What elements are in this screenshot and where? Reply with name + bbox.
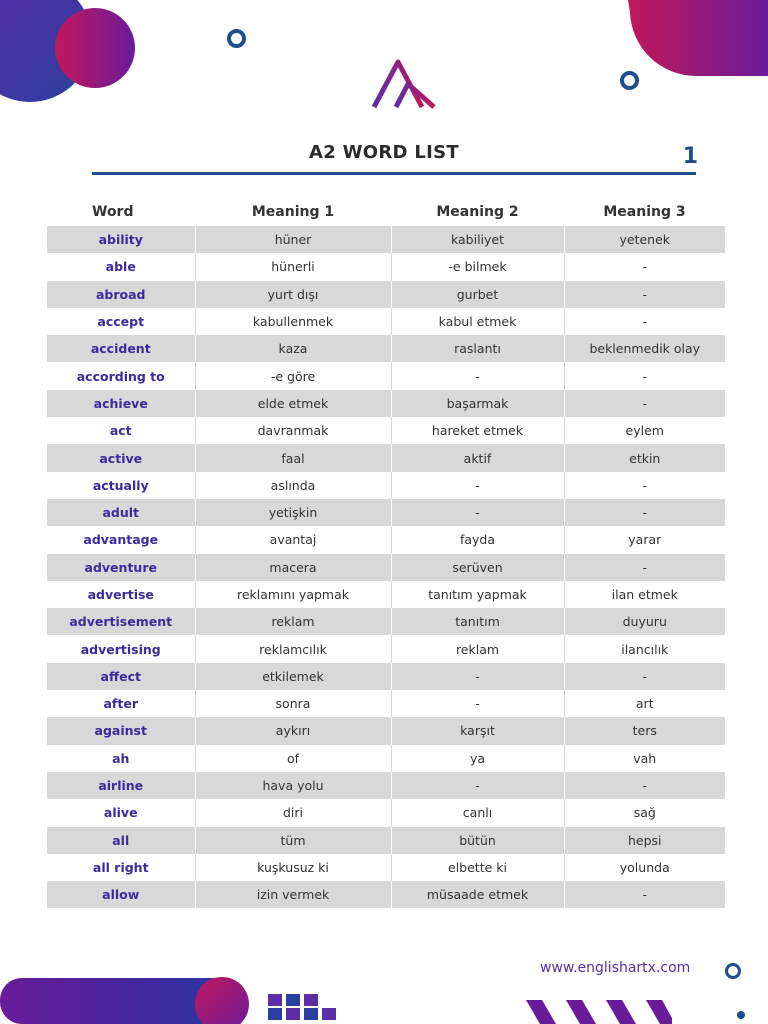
column-header-meaning-3: Meaning 3 bbox=[603, 204, 686, 220]
table-row bbox=[47, 444, 725, 471]
meaning-2-cell: - bbox=[391, 772, 564, 799]
meaning-1-cell: hüner bbox=[195, 226, 391, 253]
meaning-3-cell: hepsi bbox=[564, 827, 725, 854]
meaning-3-cell: - bbox=[564, 362, 725, 389]
meaning-2-cell: canlı bbox=[391, 799, 564, 826]
meaning-1-cell: reklam bbox=[195, 608, 391, 635]
table-row bbox=[47, 772, 725, 799]
word-cell: accept bbox=[97, 314, 145, 330]
word-cell: advantage bbox=[83, 532, 159, 548]
title-divider bbox=[92, 172, 696, 175]
meaning-2-cell: elbette ki bbox=[391, 854, 564, 881]
word-cell: according to bbox=[76, 368, 165, 384]
meaning-3-cell: eylem bbox=[564, 417, 725, 444]
meaning-2-cell: raslantı bbox=[391, 335, 564, 362]
meaning-2-cell: fayda bbox=[391, 526, 564, 553]
meaning-3-cell: - bbox=[564, 472, 725, 499]
meaning-1-cell: aykırı bbox=[195, 717, 391, 744]
meaning-3-cell: ilancılık bbox=[564, 635, 725, 662]
table-row bbox=[47, 881, 725, 908]
meaning-2-cell: tanıtım bbox=[391, 608, 564, 635]
page-number: 1 bbox=[682, 144, 698, 169]
word-table bbox=[47, 198, 725, 908]
word-cell: advertising bbox=[80, 641, 161, 657]
website-url: www.englishartx.com bbox=[540, 960, 691, 976]
meaning-3-cell: sağ bbox=[564, 799, 725, 826]
meaning-1-cell: etkilemek bbox=[195, 663, 391, 690]
gradient-corner-top-left bbox=[0, 0, 150, 110]
table-row bbox=[47, 335, 725, 362]
meaning-2-cell: - bbox=[391, 663, 564, 690]
table-row bbox=[47, 554, 725, 581]
meaning-3-cell: - bbox=[564, 772, 725, 799]
meaning-3-cell: beklenmedik olay bbox=[564, 335, 725, 362]
word-cell: all right bbox=[92, 859, 149, 875]
word-cell: abroad bbox=[47, 281, 195, 308]
meaning-2-cell: - bbox=[391, 472, 564, 499]
meaning-2-cell: karşıt bbox=[391, 717, 564, 744]
meaning-3-cell: yetenek bbox=[564, 226, 725, 253]
meaning-3-cell: - bbox=[564, 499, 725, 526]
word-cell: airline bbox=[47, 772, 195, 799]
word-cell: ah bbox=[112, 750, 130, 766]
meaning-1-cell: of bbox=[195, 745, 391, 772]
table-row bbox=[47, 499, 725, 526]
meaning-3-cell: - bbox=[564, 663, 725, 690]
meaning-3-cell: etkin bbox=[564, 444, 725, 471]
meaning-1-cell: hava yolu bbox=[195, 772, 391, 799]
meaning-3-cell: yolunda bbox=[564, 854, 725, 881]
meaning-1-cell: yurt dışı bbox=[195, 281, 391, 308]
meaning-2-cell: müsaade etmek bbox=[391, 881, 564, 908]
meaning-2-cell: - bbox=[391, 499, 564, 526]
meaning-2-cell: reklam bbox=[391, 635, 564, 662]
word-cell: adult bbox=[47, 499, 195, 526]
stripe-pattern bbox=[522, 1000, 672, 1024]
meaning-2-cell: aktif bbox=[391, 444, 564, 471]
meaning-1-cell: hünerli bbox=[195, 253, 391, 280]
meaning-3-cell: - bbox=[564, 554, 725, 581]
word-cell: allow bbox=[47, 881, 195, 908]
meaning-1-cell: kabullenmek bbox=[195, 308, 391, 335]
meaning-3-cell: - bbox=[564, 308, 725, 335]
table-row bbox=[47, 717, 725, 744]
table-row bbox=[47, 390, 725, 417]
gradient-corner-bottom-left bbox=[0, 976, 252, 1024]
meaning-2-cell: - bbox=[391, 690, 564, 717]
table-row bbox=[47, 635, 725, 662]
meaning-3-cell: - bbox=[564, 253, 725, 280]
word-cell: actually bbox=[92, 477, 149, 493]
meaning-3-cell: yarar bbox=[564, 526, 725, 553]
meaning-2-cell: gurbet bbox=[391, 281, 564, 308]
table-row bbox=[47, 226, 725, 253]
meaning-2-cell: tanıtım yapmak bbox=[391, 581, 564, 608]
meaning-3-cell: ters bbox=[564, 717, 725, 744]
table-row bbox=[47, 417, 725, 444]
meaning-3-cell: vah bbox=[564, 745, 725, 772]
column-header-meaning-1: Meaning 1 bbox=[251, 204, 335, 220]
brand-logo bbox=[356, 56, 438, 112]
meaning-1-cell: aslında bbox=[195, 472, 391, 499]
column-header-word: Word bbox=[92, 204, 134, 220]
meaning-1-cell: kaza bbox=[195, 335, 391, 362]
meaning-3-cell: duyuru bbox=[564, 608, 725, 635]
page-title: A2 WORD LIST bbox=[309, 142, 459, 163]
table-row bbox=[47, 362, 725, 389]
meaning-3-cell: - bbox=[564, 881, 725, 908]
ring-dot-top bbox=[227, 29, 246, 48]
meaning-1-cell: izin vermek bbox=[195, 881, 391, 908]
word-cell: accident bbox=[47, 335, 195, 362]
word-rows bbox=[47, 226, 725, 908]
meaning-2-cell: kabiliyet bbox=[391, 226, 564, 253]
ring-dot-bottom bbox=[725, 963, 741, 979]
meaning-1-cell: elde etmek bbox=[195, 390, 391, 417]
small-dot-bottom bbox=[737, 1011, 745, 1019]
word-cell: after bbox=[103, 696, 138, 712]
meaning-2-cell: bütün bbox=[391, 827, 564, 854]
word-cell: ability bbox=[47, 226, 195, 253]
table-row bbox=[47, 581, 725, 608]
column-header-meaning-2: Meaning 2 bbox=[436, 204, 519, 220]
meaning-2-cell: kabul etmek bbox=[391, 308, 564, 335]
meaning-1-cell: reklamcılık bbox=[195, 635, 391, 662]
meaning-1-cell: yetişkin bbox=[195, 499, 391, 526]
table-row bbox=[47, 281, 725, 308]
table-row bbox=[47, 799, 725, 826]
meaning-1-cell: faal bbox=[195, 444, 391, 471]
word-cell: all bbox=[47, 827, 195, 854]
meaning-2-cell: hareket etmek bbox=[391, 417, 564, 444]
word-cell: alive bbox=[103, 805, 138, 821]
meaning-1-cell: kuşkusuz ki bbox=[195, 854, 391, 881]
meaning-3-cell: - bbox=[564, 390, 725, 417]
meaning-2-cell: -e bilmek bbox=[391, 253, 564, 280]
meaning-3-cell: ilan etmek bbox=[564, 581, 725, 608]
table-header-row bbox=[47, 198, 725, 226]
table-row bbox=[47, 827, 725, 854]
word-cell: affect bbox=[47, 663, 195, 690]
meaning-1-cell: reklamını yapmak bbox=[195, 581, 391, 608]
word-cell: act bbox=[109, 423, 132, 439]
table-row bbox=[47, 690, 725, 717]
meaning-1-cell: -e göre bbox=[195, 362, 391, 389]
meaning-2-cell: - bbox=[391, 362, 564, 389]
meaning-1-cell: tüm bbox=[195, 827, 391, 854]
meaning-3-cell: art bbox=[564, 690, 725, 717]
ring-dot-right bbox=[620, 71, 639, 90]
word-cell: able bbox=[105, 259, 136, 275]
table-row bbox=[47, 608, 725, 635]
table-row bbox=[47, 745, 725, 772]
meaning-1-cell: macera bbox=[195, 554, 391, 581]
table-row bbox=[47, 854, 725, 881]
table-row bbox=[47, 253, 725, 280]
table-row bbox=[47, 472, 725, 499]
word-cell: adventure bbox=[47, 554, 195, 581]
meaning-1-cell: diri bbox=[195, 799, 391, 826]
table-row bbox=[47, 663, 725, 690]
word-cell: achieve bbox=[47, 390, 195, 417]
word-cell: against bbox=[47, 717, 195, 744]
table-row bbox=[47, 526, 725, 553]
word-cell: active bbox=[47, 444, 195, 471]
gradient-corner-top-right bbox=[628, 0, 768, 78]
meaning-1-cell: davranmak bbox=[195, 417, 391, 444]
meaning-3-cell: - bbox=[564, 281, 725, 308]
meaning-1-cell: sonra bbox=[195, 690, 391, 717]
table-row bbox=[47, 308, 725, 335]
word-cell: advertisement bbox=[47, 608, 195, 635]
meaning-2-cell: başarmak bbox=[391, 390, 564, 417]
meaning-2-cell: ya bbox=[391, 745, 564, 772]
meaning-1-cell: avantaj bbox=[195, 526, 391, 553]
checker-pattern bbox=[268, 992, 340, 1024]
meaning-2-cell: serüven bbox=[391, 554, 564, 581]
word-cell: advertise bbox=[87, 587, 154, 602]
